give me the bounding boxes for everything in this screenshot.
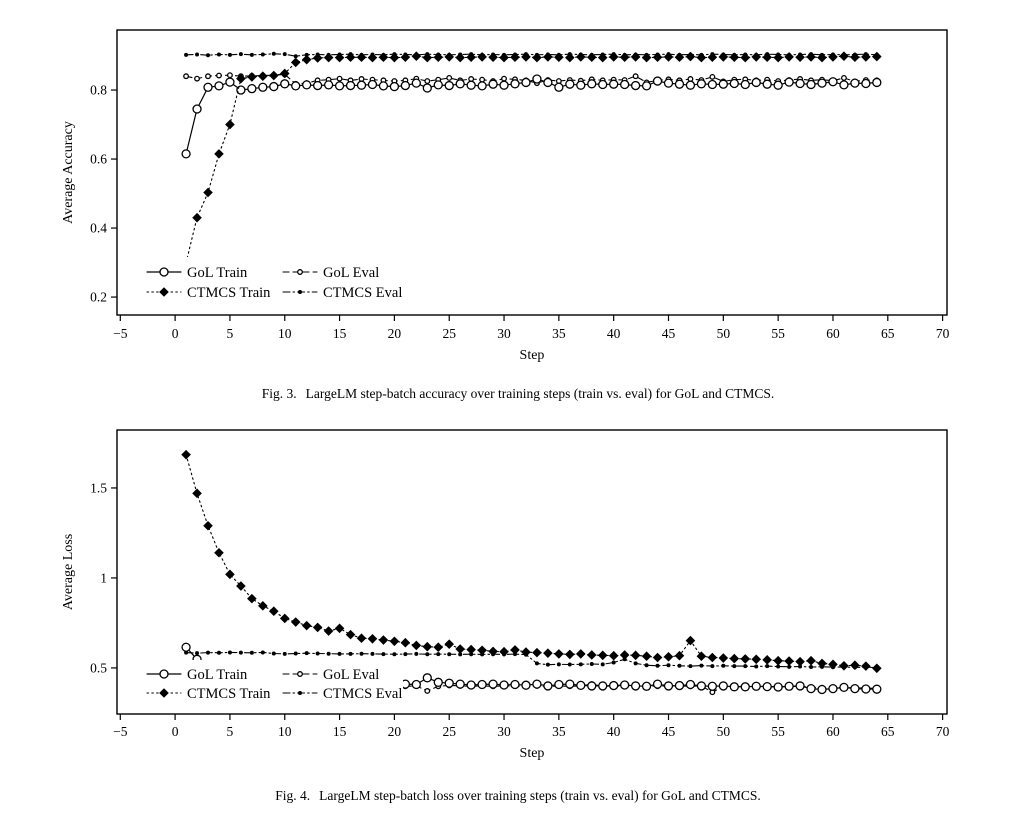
x-tick-label: 45 bbox=[661, 326, 676, 341]
x-tick-label: 0 bbox=[171, 326, 179, 341]
y-axis-title: Average Accuracy bbox=[61, 121, 76, 224]
x-tick-label: 30 bbox=[497, 724, 511, 739]
loss-chart bbox=[0, 410, 1036, 828]
x-tick-label: −5 bbox=[113, 326, 128, 341]
x-tick-label: 5 bbox=[226, 724, 234, 739]
series-ctmcs-train-markers bbox=[181, 450, 881, 673]
x-tick-label: 15 bbox=[332, 326, 347, 341]
series-gol-train-line bbox=[186, 79, 877, 154]
x-tick-label: 55 bbox=[771, 326, 785, 341]
x-tick-label: 30 bbox=[497, 326, 511, 341]
x-tick-label: 15 bbox=[332, 724, 347, 739]
legend bbox=[141, 660, 403, 706]
legend-label-gol-eval: GoL Eval bbox=[323, 265, 380, 281]
figure-4-caption-label: Fig. 4. bbox=[275, 788, 311, 803]
x-tick-label: 25 bbox=[442, 326, 456, 341]
figure-4-caption bbox=[0, 788, 1036, 804]
x-tick-label: 20 bbox=[387, 724, 402, 739]
series-gol-train-markers bbox=[182, 75, 881, 158]
x-tick-label: 0 bbox=[171, 724, 179, 739]
y-tick-label: 1.5 bbox=[90, 480, 107, 496]
x-tick-label: 35 bbox=[552, 724, 566, 739]
x-tick-label: 65 bbox=[881, 724, 895, 739]
x-tick-label: 40 bbox=[606, 724, 621, 739]
y-tick-label: 0.2 bbox=[90, 289, 107, 305]
x-tick-label: 5 bbox=[226, 326, 234, 341]
figure-4-caption-text: LargeLM step-batch loss over training steps (train vs. eval) for GoL and CTMCS. bbox=[319, 788, 761, 803]
x-tick-label: 50 bbox=[716, 326, 731, 341]
y-tick-label: 1 bbox=[100, 570, 107, 586]
series-ctmcs-train-line bbox=[186, 56, 877, 262]
accuracy-chart bbox=[0, 0, 1036, 405]
x-tick-label: 70 bbox=[935, 326, 950, 341]
series-gol-train bbox=[182, 75, 881, 158]
figure-3-caption-label: Fig. 3. bbox=[261, 386, 297, 401]
x-tick-label: 60 bbox=[826, 724, 840, 739]
x-tick-label: 10 bbox=[278, 724, 292, 739]
legend bbox=[141, 257, 403, 305]
x-tick-label: 35 bbox=[552, 326, 566, 341]
x-tick-label: 20 bbox=[387, 326, 402, 341]
x-tick-label: 70 bbox=[935, 724, 950, 739]
x-axis-title: Step bbox=[519, 348, 545, 363]
legend-label-ctmcs-eval: CTMCS Eval bbox=[323, 686, 403, 702]
x-tick-label: 10 bbox=[278, 326, 292, 341]
x-tick-label: 60 bbox=[826, 326, 840, 341]
series-gol-eval-line bbox=[186, 75, 877, 84]
x-tick-label: −5 bbox=[113, 724, 128, 739]
x-tick-label: 40 bbox=[606, 326, 621, 341]
y-tick-label: 0.6 bbox=[90, 151, 107, 167]
y-tick-label: 0.5 bbox=[90, 660, 107, 676]
x-tick-label: 55 bbox=[771, 724, 785, 739]
series-ctmcs-eval-line bbox=[186, 54, 877, 56]
legend-label-ctmcs-train: CTMCS Train bbox=[187, 285, 271, 301]
series-ctmcs-train bbox=[181, 450, 881, 673]
series-ctmcs-train-line bbox=[186, 455, 877, 669]
legend-label-ctmcs-train: CTMCS Train bbox=[187, 686, 271, 702]
legend-label-gol-train: GoL Train bbox=[187, 667, 248, 683]
y-tick-label: 0.8 bbox=[90, 82, 107, 98]
x-tick-label: 45 bbox=[661, 724, 676, 739]
legend-label-ctmcs-eval: CTMCS Eval bbox=[323, 285, 403, 301]
x-tick-label: 50 bbox=[716, 724, 731, 739]
figure-3-caption bbox=[0, 386, 1036, 402]
x-tick-label: 25 bbox=[442, 724, 456, 739]
legend-label-gol-train: GoL Train bbox=[187, 265, 248, 281]
x-tick-label: 65 bbox=[881, 326, 895, 341]
y-axis-title: Average Loss bbox=[61, 533, 76, 611]
y-tick-label: 0.4 bbox=[90, 220, 107, 236]
legend-label-gol-eval: GoL Eval bbox=[323, 667, 380, 683]
x-axis-title: Step bbox=[519, 746, 545, 761]
figure-3-caption-text: LargeLM step-batch accuracy over training steps (train vs. eval) for GoL and CTMCS. bbox=[305, 386, 775, 401]
